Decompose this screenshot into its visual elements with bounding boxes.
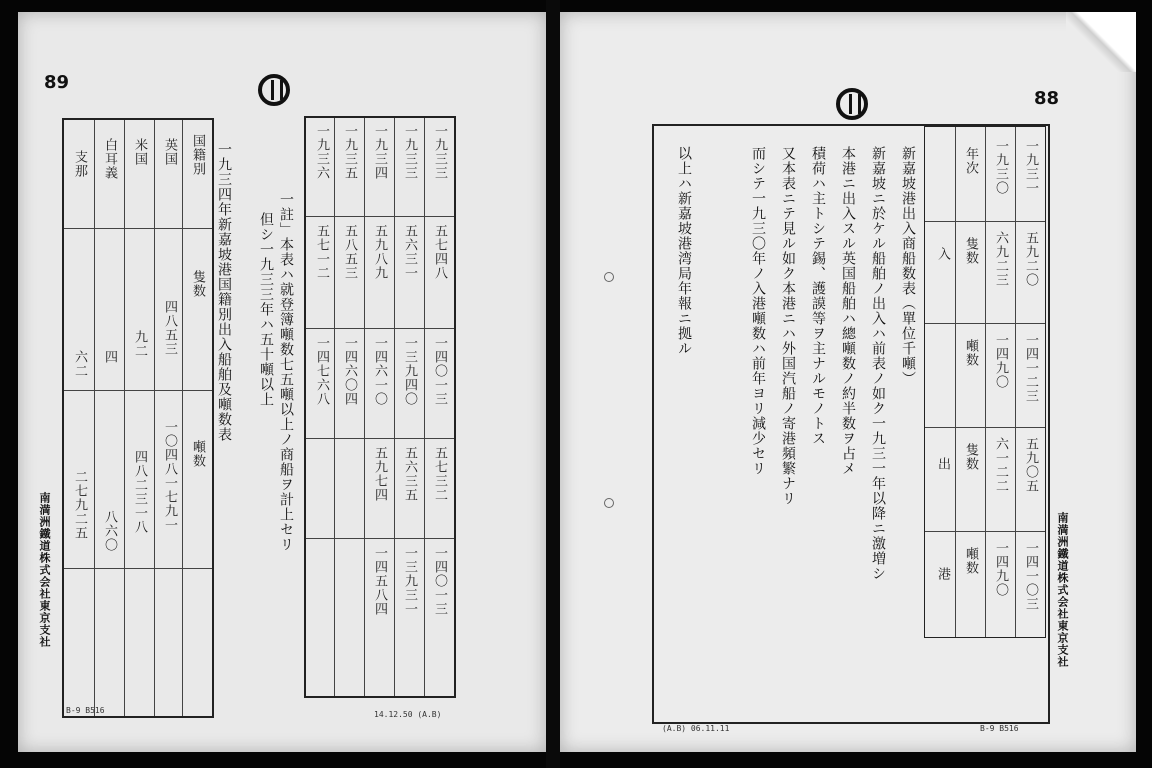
print-date: (A.B) 06.11.11 [662,724,730,733]
count-cell: 九二 [132,330,147,358]
value-cell: 六九二三 [993,231,1008,287]
value-cell: 一四一二三 [1023,333,1038,403]
tonnage-cell: 四八二三一八 [132,450,147,534]
header-tonnage: 噸数 [190,440,205,468]
right-page [560,12,1136,752]
count-header: 隻数 [963,237,978,265]
tonnage-cell: 二七九二五 [72,470,87,540]
company-imprint: 南満洲鐵道株式会社東京支社 [38,492,51,648]
registry-table [304,116,456,698]
left-page [18,12,546,752]
year-cell: 一九三三 [402,124,417,180]
handwritten-line: 又本表ニテ見ル如ク本港ニハ外国汽船ノ寄港頻繁ナリ [780,146,796,506]
handwritten-line: 本港ニ出入スル英国船舶ハ總噸数ノ約半数ヲ占メ [840,146,856,476]
handwritten-line: 而シテ一九三〇年ノ入港噸数ハ前年ヨリ減少セリ [750,146,766,476]
table-footnote: 一註」本表ハ就登簿噸数七五噸以上ノ商船ヲ計上セリ [278,192,294,552]
year-header: 年次 [963,147,978,175]
other-cell: 一四六〇四 [342,336,357,406]
group-label-port: 港 [935,567,950,581]
count-cell: 四八五三 [162,300,177,356]
extra-cell: 五七三二 [432,446,447,502]
year-cell: 一九三四 [372,124,387,180]
registered-cell: 五八五三 [342,224,357,280]
tonnage-cell: 一〇四八一七九一 [162,420,177,532]
value-cell: 六一二二 [993,437,1008,493]
year-cell: 一九三三 [432,124,447,180]
value-cell: 一四九〇 [993,333,1008,389]
handwritten-line: 以上ハ新嘉坡港湾局年報ニ拠ル [676,146,692,356]
other-cell: 一四六一〇 [372,336,387,406]
group-label-out: 出 [935,457,950,471]
extra-cell: 五九七四 [372,446,387,502]
extra-cell: 一四五八四 [372,546,387,616]
registered-cell: 五六三一 [402,224,417,280]
year-cell: 一九三五 [342,124,357,180]
year-cell: 一九三〇 [993,139,1008,195]
page-number: 89 [44,72,70,93]
extra-cell: 一三九三一 [402,546,417,616]
year-cell: 一九三六 [314,124,329,180]
other-cell: 一四〇一三 [432,336,447,406]
count-header: 隻数 [963,443,978,471]
handwritten-line: 新嘉坡港出入商船数表（單位千噸） [900,146,916,386]
tonnage-header: 噸数 [963,339,978,367]
form-number: B-9 B516 [980,724,1019,733]
value-cell: 五九〇五 [1023,437,1038,493]
tonnage-cell: 八六〇 [102,510,117,552]
binding-hole [604,498,614,508]
company-emblem-icon [258,74,290,106]
print-date: 14.12.50 (A.B) [374,710,442,719]
handwritten-line: 積荷ハ主トシテ錫、護謨等ヲ主ナルモノトス [810,146,826,446]
count-cell: 六二 [72,350,87,378]
header-nation: 国籍別 [190,134,205,176]
nationality-table [62,118,214,718]
header-count: 隻数 [190,270,205,298]
table-footnote-2: 但シ一九三三年ハ五十噸以上 [258,212,274,407]
registered-cell: 五九八九 [372,224,387,280]
nation-cell: 白耳義 [102,138,117,180]
nation-cell: 米国 [132,138,147,166]
value-cell: 一四一〇三 [1023,541,1038,611]
shipping-table-frame [652,124,1050,724]
registered-cell: 五七一二 [314,224,329,280]
company-emblem-icon [836,88,868,120]
page-number: 88 [1034,88,1060,109]
nation-cell: 支那 [72,150,87,178]
year-cell: 一九三一 [1023,139,1038,195]
group-label-in: 入 [935,247,950,261]
folded-corner [1066,12,1136,72]
company-imprint: 南満洲鐵道株式会社東京支社 [1056,512,1069,668]
form-number: B-9 B516 [66,706,105,715]
nation-cell: 英国 [162,138,177,166]
other-cell: 一三九四〇 [402,336,417,406]
tonnage-header: 噸数 [963,547,978,575]
book-spine [546,0,560,768]
value-cell: 一四九〇 [993,541,1008,597]
count-cell: 四 [102,350,117,364]
extra-cell: 五六三五 [402,446,417,502]
value-cell: 五九二〇 [1023,231,1038,287]
binding-hole [604,272,614,282]
shipping-table [924,126,1046,638]
extra-cell: 一四〇一三 [432,546,447,616]
registered-cell: 五七四八 [432,224,447,280]
handwritten-line: 新嘉坡ニ於ケル船舶ノ出入ハ前表ノ如ク一九三一年以降ニ激増シ [870,146,886,581]
other-cell: 一四七六八 [314,336,329,406]
table-title: 一九三四年新嘉坡港国籍別出入船舶及噸数表 [216,142,232,442]
